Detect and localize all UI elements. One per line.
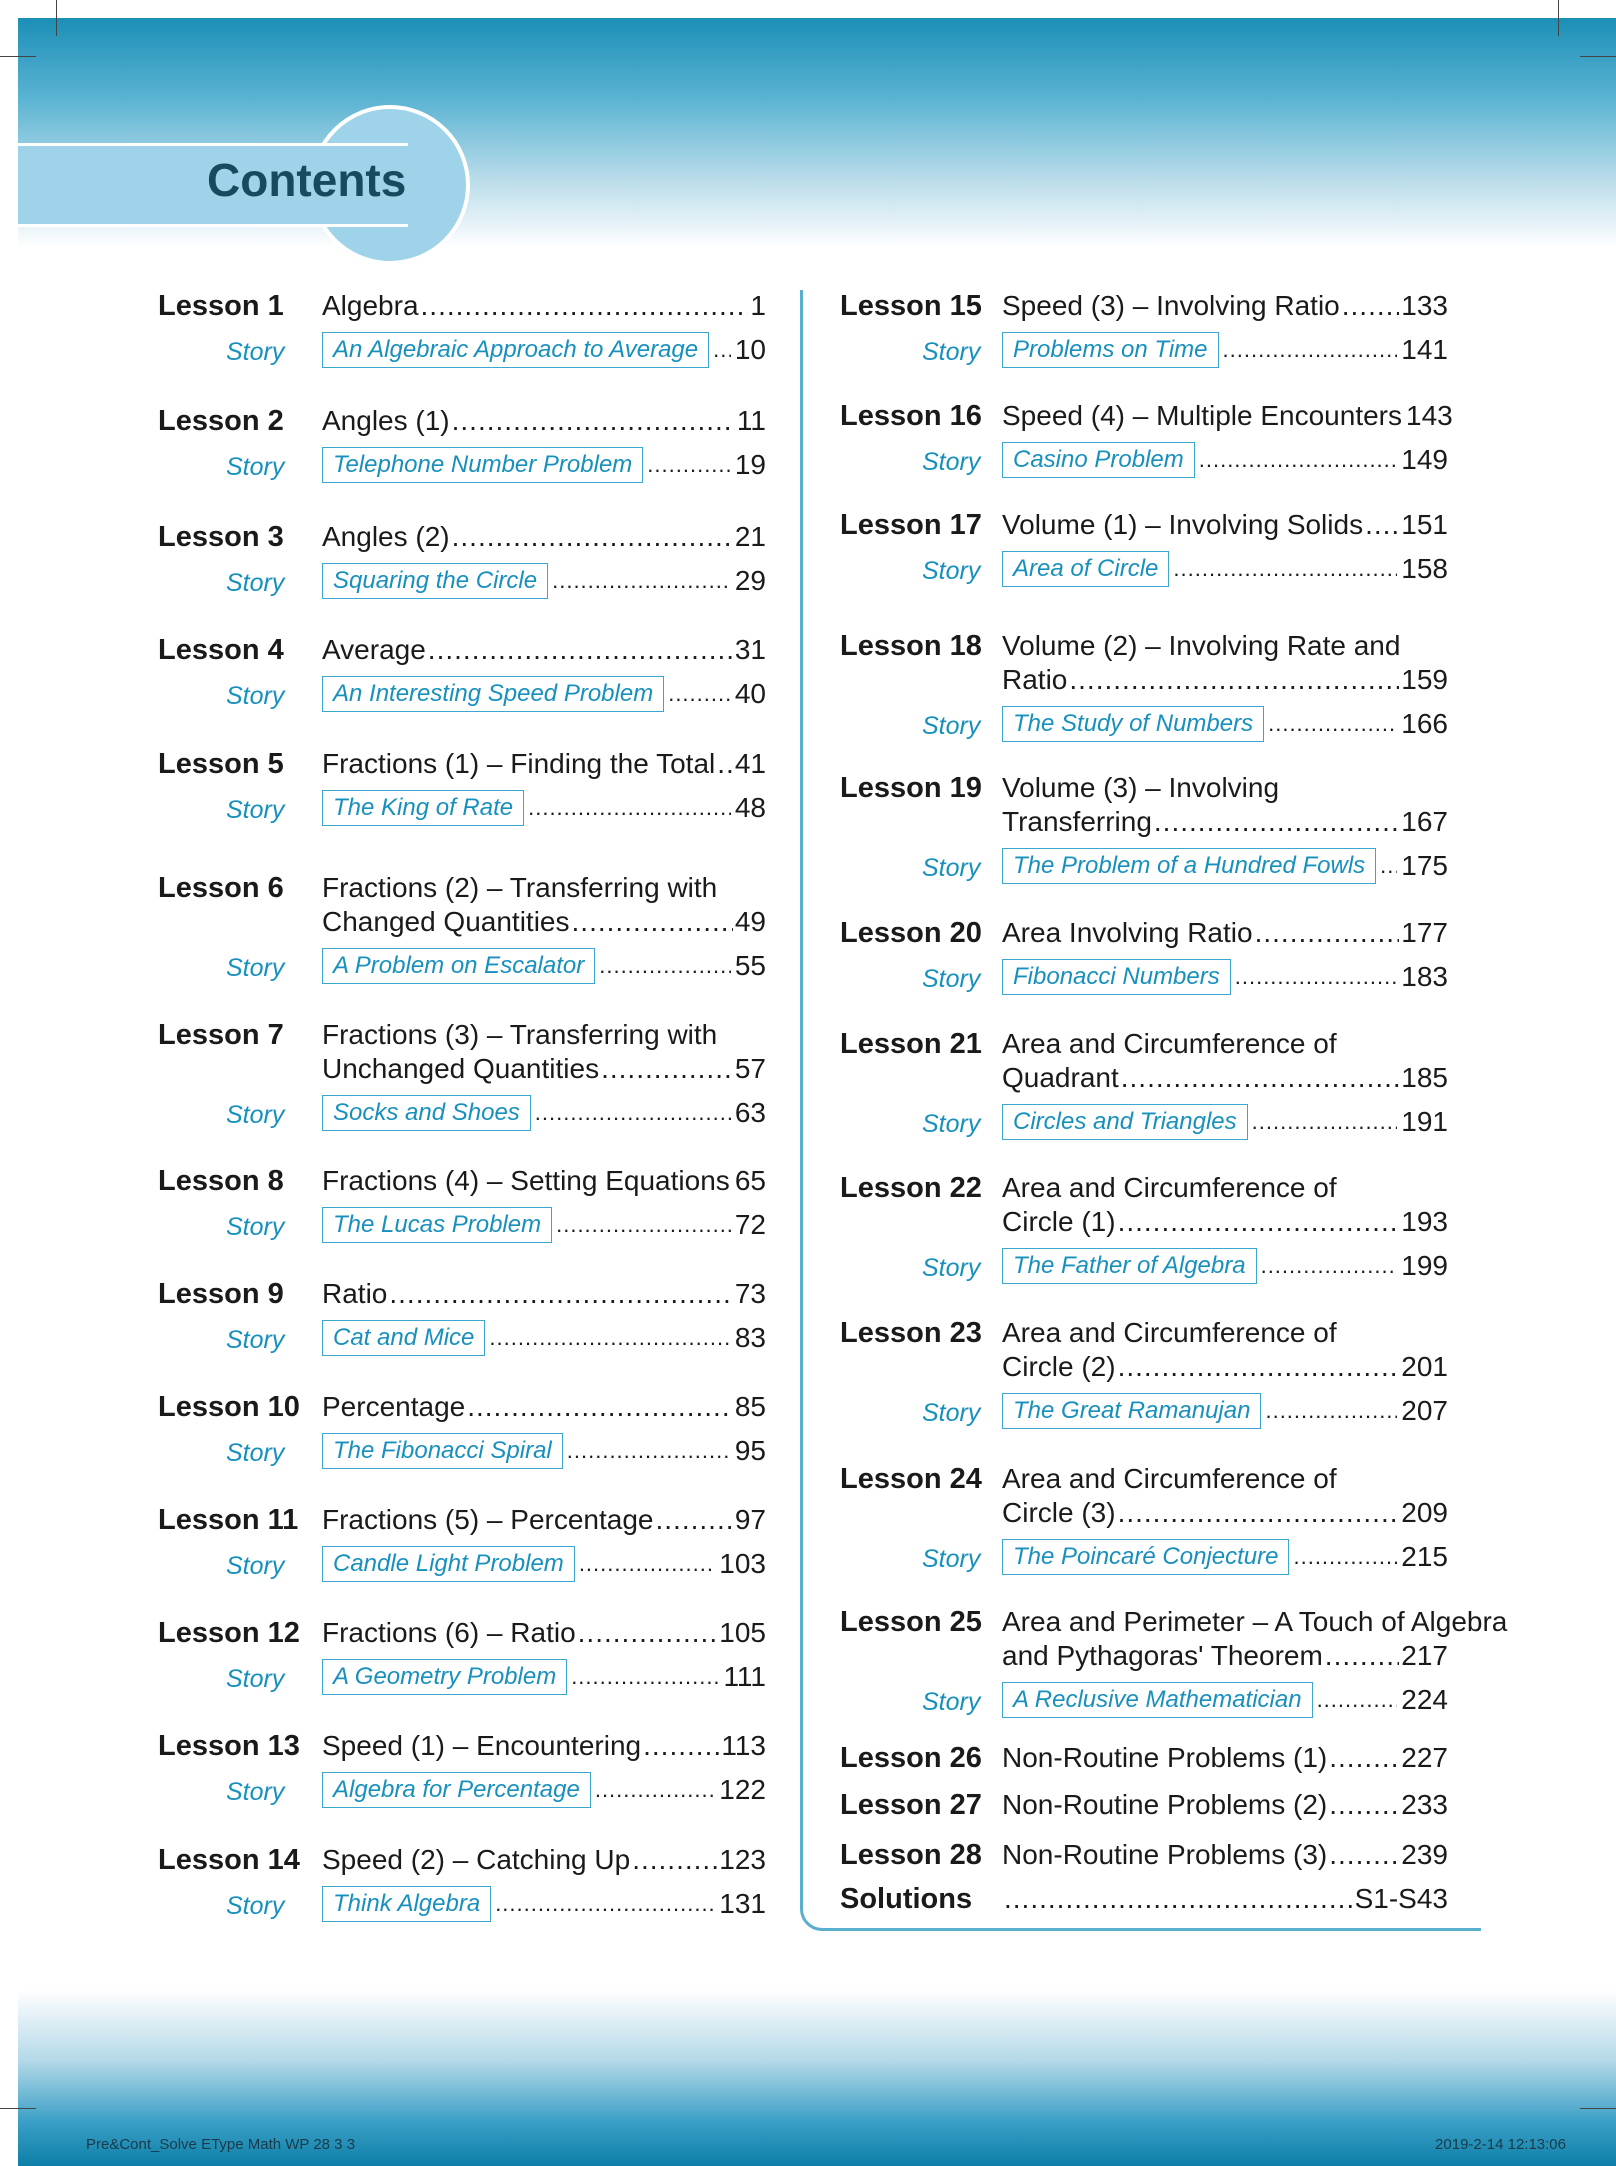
page-number: 97 (734, 1504, 766, 1535)
story-label: Story (226, 569, 285, 597)
lesson-title-line[interactable] (1002, 630, 1400, 662)
lesson-title-line[interactable] (1002, 1497, 1448, 1529)
lesson-label: Lesson 24 (840, 1463, 982, 1495)
story-label: Story (922, 1254, 981, 1282)
crop-mark (1580, 2108, 1616, 2109)
lesson-label: Lesson 12 (158, 1617, 300, 1649)
page-number: 31 (734, 634, 766, 665)
lesson-title-line[interactable] (1002, 1172, 1337, 1204)
leader-dots (421, 290, 749, 322)
lesson-label: Lesson 1 (158, 290, 284, 322)
leader-dots (552, 568, 731, 594)
leader-dots (428, 634, 733, 666)
leader-dots (632, 1844, 717, 1876)
story-line[interactable] (322, 447, 766, 483)
lesson-title-line[interactable] (1002, 1351, 1448, 1383)
crop-mark (0, 56, 36, 57)
lesson-title: Speed (2) – Catching Up (322, 1844, 631, 1875)
page-number: 217 (1401, 1640, 1448, 1671)
story-line[interactable] (1002, 1393, 1448, 1429)
lesson-title-line[interactable] (1002, 772, 1279, 804)
lesson-title-line[interactable] (322, 1053, 766, 1085)
leader-dots (389, 1278, 732, 1310)
story-title-box[interactable]: A Problem on Escalator (322, 948, 595, 984)
leader-dots (1380, 853, 1397, 879)
leader-dots (571, 1664, 719, 1690)
leader-dots (1173, 556, 1397, 582)
page-number: 159 (1401, 664, 1448, 695)
lesson-title-line[interactable] (322, 1165, 766, 1197)
story-label: Story (922, 448, 981, 476)
story-page-number: 191 (1401, 1106, 1448, 1137)
lesson-title: Volume (1) – Involving Solids (1002, 509, 1364, 540)
story-page-number: 158 (1401, 553, 1448, 584)
story-title-box[interactable]: An Algebraic Approach to Average (322, 332, 709, 368)
lesson-title: Changed Quantities (322, 906, 570, 937)
leader-dots (1118, 1497, 1400, 1529)
story-label: Story (226, 1665, 285, 1693)
lesson-title-line[interactable] (1002, 917, 1448, 949)
story-label: Story (226, 796, 285, 824)
page-number: 185 (1401, 1062, 1448, 1093)
story-line[interactable] (322, 332, 766, 368)
page-number: 57 (734, 1053, 766, 1084)
lesson-title: Circle (1) (1002, 1206, 1116, 1237)
lesson-label: Solutions (840, 1883, 973, 1915)
story-label: Story (226, 1439, 285, 1467)
story-label: Story (922, 854, 981, 882)
lesson-title: Ratio (322, 1278, 388, 1309)
leader-dots (1069, 664, 1399, 696)
leader-dots (1154, 806, 1399, 838)
story-line[interactable] (322, 676, 766, 712)
page-number: 233 (1401, 1789, 1448, 1820)
story-page-number: 111 (723, 1661, 766, 1692)
lesson-title-line[interactable] (322, 748, 766, 780)
right-toc-column (840, 290, 1508, 1940)
leader-dots (528, 795, 731, 821)
page-number: 193 (1401, 1206, 1448, 1237)
footer-file-info: Pre&Cont_Solve EType Math WP 28 3 3 (86, 2136, 356, 2153)
leader-dots (495, 1891, 715, 1917)
lesson-title: Volume (2) – Involving Rate and (1002, 630, 1401, 661)
lesson-title: Fractions (4) – Setting Equations (322, 1165, 730, 1196)
story-label: Story (226, 1326, 285, 1354)
page-number: S1-S43 (1354, 1883, 1448, 1914)
story-line[interactable] (1002, 332, 1448, 368)
story-line[interactable] (1002, 959, 1448, 995)
lesson-label: Lesson 18 (840, 630, 982, 662)
leader-dots (1252, 1109, 1398, 1135)
page-number: 201 (1401, 1351, 1448, 1382)
page-number: 133 (1401, 290, 1448, 321)
story-line[interactable] (1002, 1104, 1448, 1140)
story-line[interactable] (322, 1546, 766, 1582)
leader-dots (1223, 337, 1398, 363)
lesson-title: Non-Routine Problems (3) (1002, 1839, 1328, 1870)
story-title-box[interactable]: Casino Problem (1002, 442, 1195, 478)
lesson-label: Lesson 27 (840, 1789, 982, 1821)
story-page-number: 122 (719, 1774, 766, 1805)
page-number: 239 (1401, 1839, 1448, 1870)
leader-dots (1235, 964, 1398, 990)
story-title-box[interactable]: The Study of Numbers (1002, 706, 1264, 742)
lesson-label: Lesson 9 (158, 1278, 284, 1310)
story-label: Story (226, 1778, 285, 1806)
story-page-number: 224 (1401, 1684, 1448, 1715)
lesson-label: Lesson 15 (840, 290, 982, 322)
page-number: 113 (721, 1730, 766, 1761)
lesson-title-line[interactable] (1002, 1789, 1448, 1821)
story-label: Story (922, 338, 981, 366)
lesson-title: Algebra (322, 290, 419, 321)
lesson-title-line[interactable] (322, 1391, 766, 1423)
story-title-box[interactable]: Problems on Time (1002, 332, 1219, 368)
story-title-box[interactable]: A Geometry Problem (322, 1659, 567, 1695)
page-number: 151 (1401, 509, 1448, 540)
story-page-number: 48 (734, 792, 766, 823)
story-page-number: 72 (734, 1209, 766, 1240)
story-page-number: 95 (734, 1435, 766, 1466)
lesson-title-line[interactable] (1002, 806, 1448, 838)
lesson-label: Lesson 4 (158, 634, 284, 666)
lesson-label: Lesson 16 (840, 400, 982, 432)
story-title-box[interactable]: Fibonacci Numbers (1002, 959, 1231, 995)
story-label: Story (226, 954, 285, 982)
leader-dots (595, 1777, 715, 1803)
lesson-title: Fractions (2) – Transferring with (322, 872, 718, 903)
lesson-title: Area and Perimeter – A Touch of Algebra (1002, 1606, 1508, 1637)
story-line[interactable] (1002, 1248, 1448, 1284)
story-title-box[interactable]: Algebra for Percentage (322, 1772, 591, 1808)
story-title-box[interactable]: Socks and Shoes (322, 1095, 531, 1131)
lesson-title: Transferring (1002, 806, 1152, 837)
lesson-title-line[interactable] (1002, 1742, 1448, 1774)
leader-dots (1199, 447, 1398, 473)
story-page-number: 63 (734, 1097, 766, 1128)
story-label: Story (922, 1545, 981, 1573)
lesson-label: Lesson 23 (840, 1317, 982, 1349)
lesson-title-line[interactable] (1002, 1640, 1448, 1672)
page-number: 11 (736, 405, 766, 436)
lesson-title: Non-Routine Problems (2) (1002, 1789, 1328, 1820)
lesson-title-line[interactable] (1002, 509, 1448, 541)
leader-dots (579, 1551, 715, 1577)
lesson-title-line[interactable] (322, 1278, 766, 1310)
story-page-number: 10 (734, 334, 766, 365)
lesson-title-line[interactable] (1002, 1839, 1448, 1871)
lesson-label: Lesson 20 (840, 917, 982, 949)
leader-dots (717, 748, 733, 780)
story-title-box[interactable]: An Interesting Speed Problem (322, 676, 664, 712)
lesson-label: Lesson 10 (158, 1391, 300, 1423)
story-line[interactable] (322, 948, 766, 984)
story-line[interactable] (322, 1320, 766, 1356)
page-number: 65 (734, 1165, 766, 1196)
leader-dots (656, 1504, 733, 1536)
story-title-box[interactable]: Candle Light Problem (322, 1546, 575, 1582)
lesson-title: Area and Circumference of (1002, 1028, 1337, 1059)
page-number: 1 (750, 290, 766, 321)
lesson-title-line[interactable] (322, 1730, 766, 1762)
page-number: 73 (734, 1278, 766, 1309)
story-label: Story (922, 712, 981, 740)
story-page-number: 199 (1401, 1250, 1448, 1281)
story-label: Story (226, 453, 285, 481)
lesson-title-line[interactable] (1002, 1883, 1448, 1915)
lesson-title: Area and Circumference of (1002, 1317, 1337, 1348)
lesson-title: Speed (1) – Encountering (322, 1730, 642, 1761)
lesson-title: Fractions (1) – Finding the Total (322, 748, 716, 779)
page-number: 167 (1401, 806, 1448, 837)
lesson-title-line[interactable] (1002, 1206, 1448, 1238)
lesson-label: Lesson 6 (158, 872, 284, 904)
leader-dots (1121, 1062, 1400, 1094)
story-title-box[interactable]: The Lucas Problem (322, 1207, 552, 1243)
lesson-label: Lesson 7 (158, 1019, 284, 1051)
story-page-number: 131 (719, 1888, 766, 1919)
leader-dots (572, 906, 733, 938)
story-line[interactable] (322, 1772, 766, 1808)
lesson-title-line[interactable] (322, 405, 766, 437)
leader-dots (1329, 1742, 1399, 1774)
story-page-number: 40 (734, 678, 766, 709)
page-number: 41 (734, 748, 766, 779)
story-title-box[interactable]: Cat and Mice (322, 1320, 485, 1356)
lesson-title: Fractions (3) – Transferring with (322, 1019, 718, 1050)
lesson-title-line[interactable] (1002, 1606, 1507, 1638)
lesson-label: Lesson 5 (158, 748, 284, 780)
lesson-title: and Pythagoras' Theorem (1002, 1640, 1323, 1671)
leader-dots (1365, 509, 1399, 541)
lesson-title: Speed (4) – Multiple Encounters (1002, 400, 1402, 431)
story-line[interactable] (1002, 1682, 1448, 1718)
leader-dots (732, 1165, 733, 1197)
lesson-label: Lesson 8 (158, 1165, 284, 1197)
page-number: 209 (1401, 1497, 1448, 1528)
story-title-box[interactable]: Telephone Number Problem (322, 447, 643, 483)
story-label: Story (922, 557, 981, 585)
lesson-title: Volume (3) – Involving (1002, 772, 1280, 803)
leader-dots (1317, 1687, 1398, 1713)
story-line[interactable] (322, 1207, 766, 1243)
story-label: Story (922, 1688, 981, 1716)
story-title-box[interactable]: Area of Circle (1002, 551, 1169, 587)
story-title-box[interactable]: The Father of Algebra (1002, 1248, 1257, 1284)
lesson-title-line[interactable] (322, 872, 717, 904)
leader-dots (1004, 1883, 1353, 1915)
story-label: Story (922, 1399, 981, 1427)
lesson-title: Non-Routine Problems (1) (1002, 1742, 1328, 1773)
leader-dots (1255, 917, 1400, 949)
lesson-title-line[interactable] (1002, 400, 1453, 432)
lesson-title-line[interactable] (322, 634, 766, 666)
story-line[interactable] (322, 563, 766, 599)
lesson-title: Fractions (6) – Ratio (322, 1617, 576, 1648)
lesson-label: Lesson 25 (840, 1606, 982, 1638)
story-page-number: 83 (734, 1322, 766, 1353)
lesson-title: Circle (3) (1002, 1497, 1116, 1528)
lesson-title: Average (322, 634, 426, 665)
page-number: 105 (719, 1617, 766, 1648)
crop-mark (1580, 56, 1616, 57)
leader-dots (1329, 1789, 1399, 1821)
lesson-label: Lesson 22 (840, 1172, 982, 1204)
story-line[interactable] (1002, 551, 1448, 587)
story-page-number: 19 (734, 449, 766, 480)
leader-dots (647, 452, 731, 478)
page-number: 49 (734, 906, 766, 937)
story-label: Story (226, 682, 285, 710)
story-page-number: 175 (1401, 850, 1448, 881)
lesson-title: Fractions (5) – Percentage (322, 1504, 654, 1535)
story-label: Story (226, 1892, 285, 1920)
story-line[interactable] (322, 790, 766, 826)
lesson-title: Angles (2) (322, 521, 450, 552)
story-page-number: 183 (1401, 961, 1448, 992)
leader-dots (578, 1617, 718, 1649)
page-number: 177 (1401, 917, 1448, 948)
leader-dots (567, 1438, 731, 1464)
page-number: 227 (1401, 1742, 1448, 1773)
story-label: Story (922, 1110, 981, 1138)
leader-dots (556, 1212, 731, 1238)
leader-dots (1325, 1640, 1399, 1672)
story-title-box[interactable]: A Reclusive Mathematician (1002, 1682, 1313, 1718)
lesson-title: Area and Circumference of (1002, 1463, 1337, 1494)
leader-dots (489, 1325, 730, 1351)
page-number: 143 (1406, 400, 1453, 431)
story-page-number: 103 (719, 1548, 766, 1579)
leader-dots (599, 953, 731, 979)
lesson-title: Quadrant (1002, 1062, 1119, 1093)
lesson-title: Circle (2) (1002, 1351, 1116, 1382)
leader-dots (1342, 290, 1400, 322)
lesson-title-line[interactable] (1002, 1062, 1448, 1094)
lesson-title-line[interactable] (322, 290, 766, 322)
leader-dots (1268, 711, 1397, 737)
leader-dots (1265, 1398, 1397, 1424)
lesson-title: Ratio (1002, 664, 1068, 695)
story-label: Story (922, 965, 981, 993)
lesson-label: Lesson 28 (840, 1839, 982, 1871)
story-line[interactable] (322, 1433, 766, 1469)
story-label: Story (226, 1552, 285, 1580)
story-page-number: 29 (734, 565, 766, 596)
lesson-title-line[interactable] (1002, 1317, 1337, 1349)
lesson-label: Lesson 21 (840, 1028, 982, 1060)
story-title-box[interactable]: The Poincaré Conjecture (1002, 1539, 1289, 1575)
story-title-box[interactable]: The King of Rate (322, 790, 524, 826)
page-number: 85 (734, 1391, 766, 1422)
story-line[interactable] (322, 1886, 766, 1922)
story-line[interactable] (1002, 706, 1448, 742)
lesson-label: Lesson 3 (158, 521, 284, 553)
leader-dots (1118, 1206, 1400, 1238)
story-line[interactable] (1002, 1539, 1448, 1575)
story-label: Story (226, 338, 285, 366)
lesson-title: Percentage (322, 1391, 466, 1422)
story-line[interactable] (322, 1659, 766, 1695)
leader-dots (1329, 1839, 1399, 1871)
leader-dots (643, 1730, 719, 1762)
story-page-number: 55 (734, 950, 766, 981)
story-line[interactable] (1002, 442, 1448, 478)
crop-mark (1558, 0, 1559, 36)
lesson-label: Lesson 13 (158, 1730, 300, 1762)
lesson-title-line[interactable] (1002, 1028, 1337, 1060)
leader-dots (452, 405, 735, 437)
leader-dots (668, 681, 731, 707)
lesson-title-line[interactable] (1002, 1463, 1337, 1495)
story-label: Story (226, 1213, 285, 1241)
page-number: 123 (719, 1844, 766, 1875)
lesson-label: Lesson 19 (840, 772, 982, 804)
leader-dots (713, 337, 731, 363)
lesson-label: Lesson 14 (158, 1844, 300, 1876)
lesson-title-line[interactable] (322, 1844, 766, 1876)
leader-dots (1118, 1351, 1400, 1383)
story-line[interactable] (322, 1095, 766, 1131)
leader-dots (452, 521, 733, 553)
leader-dots (1261, 1253, 1398, 1279)
leader-dots (601, 1053, 733, 1085)
crop-mark (56, 0, 57, 36)
lesson-label: Lesson 11 (158, 1504, 299, 1536)
footer-timestamp: 2019-2-14 12:13:06 (1435, 2136, 1566, 2153)
story-page-number: 207 (1401, 1395, 1448, 1426)
story-title-box[interactable]: Circles and Triangles (1002, 1104, 1248, 1140)
lesson-title: Angles (1) (322, 405, 450, 436)
crop-mark (0, 2108, 36, 2109)
lesson-label: Lesson 17 (840, 509, 982, 541)
leader-dots (1293, 1544, 1397, 1570)
leader-dots (467, 1391, 733, 1423)
story-title-box[interactable]: The Problem of a Hundred Fowls (1002, 848, 1376, 884)
lesson-title-line[interactable] (1002, 664, 1448, 696)
lesson-title-line[interactable] (1002, 290, 1448, 322)
lesson-title-line[interactable] (322, 1504, 766, 1536)
lesson-title-line[interactable] (322, 1617, 766, 1649)
lesson-label: Lesson 2 (158, 405, 284, 437)
lesson-title: Speed (3) – Involving Ratio (1002, 290, 1340, 321)
story-line[interactable] (1002, 848, 1448, 884)
lesson-title-line[interactable] (322, 906, 766, 938)
story-page-number: 215 (1401, 1541, 1448, 1572)
story-title-box[interactable]: Think Algebra (322, 1886, 491, 1922)
page-title: Contents (207, 154, 407, 206)
lesson-title: Unchanged Quantities (322, 1053, 600, 1084)
story-page-number: 166 (1401, 708, 1448, 739)
left-toc-column (158, 290, 766, 1940)
story-title-box[interactable]: The Fibonacci Spiral (322, 1433, 563, 1469)
lesson-title: Area Involving Ratio (1002, 917, 1253, 948)
story-title-box[interactable]: The Great Ramanujan (1002, 1393, 1261, 1429)
lesson-title: Area and Circumference of (1002, 1172, 1337, 1203)
story-label: Story (226, 1101, 285, 1129)
story-page-number: 141 (1401, 334, 1448, 365)
lesson-label: Lesson 26 (840, 1742, 982, 1774)
leader-dots (535, 1100, 731, 1126)
page-number: 21 (734, 521, 766, 552)
lesson-title-line[interactable] (322, 521, 766, 553)
story-page-number: 149 (1401, 444, 1448, 475)
lesson-title-line[interactable] (322, 1019, 717, 1051)
story-title-box[interactable]: Squaring the Circle (322, 563, 548, 599)
